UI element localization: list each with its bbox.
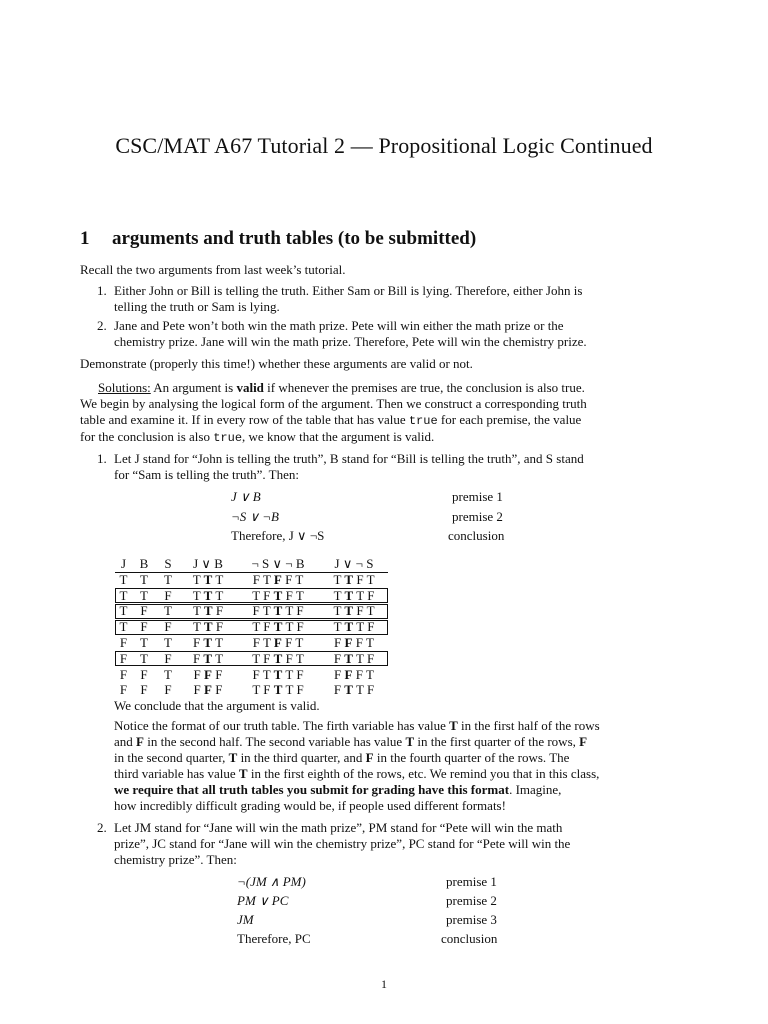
conclusion-label: conclusion xyxy=(441,931,498,946)
table-cell: T xyxy=(119,619,128,635)
notice-line: how incredibly difficult grading would be, if people used different formats! xyxy=(114,798,506,813)
conclusion-sentence: We conclude that the argument is valid. xyxy=(114,698,320,713)
truth-value: T xyxy=(273,619,283,635)
document-title: CSC/MAT A67 Tutorial 2 — Propositional Logic Continued xyxy=(115,133,653,158)
table-cell xyxy=(320,635,388,651)
truth-value: T xyxy=(344,650,353,666)
premise-label: premise 3 xyxy=(446,912,497,927)
table-cell: T xyxy=(164,634,172,650)
row-box xyxy=(115,604,388,619)
table-header-cell: J xyxy=(120,556,127,571)
table-cell: T xyxy=(140,650,148,666)
item-1-line2: for “Sam is telling the truth”. Then: xyxy=(114,467,299,482)
truth-value: F xyxy=(273,571,282,587)
table-cell xyxy=(180,667,236,683)
item-1-number: 1. xyxy=(97,451,107,466)
truth-value: T xyxy=(215,587,224,603)
truth-value: F xyxy=(204,666,212,682)
conclusion-formula: Therefore, J ∨ ¬S xyxy=(231,528,325,543)
table-cell: T xyxy=(119,571,128,587)
row-box xyxy=(115,588,388,603)
truth-value: F xyxy=(367,587,375,603)
table-cell: F xyxy=(164,682,172,698)
table-cell: T xyxy=(164,666,172,682)
truth-value: F xyxy=(334,666,342,682)
truth-value: T xyxy=(273,666,283,682)
item-2-line3: chemistry prize”. Then: xyxy=(114,852,237,867)
argument-2-line2: chemistry prize. Jane will win the math prize. Therefore, Pete will win the chemistry prize. xyxy=(114,334,587,349)
premise-formula: PM ∨ PC xyxy=(237,893,289,908)
table-cell: F xyxy=(164,650,172,666)
premise-label: premise 1 xyxy=(446,874,497,889)
truth-value: T xyxy=(295,634,304,650)
truth-value: T xyxy=(356,587,364,603)
truth-value: T xyxy=(333,603,342,619)
truth-value: F xyxy=(193,666,201,682)
truth-value: F xyxy=(263,650,271,666)
truth-value: T xyxy=(333,587,342,603)
truth-value: T xyxy=(252,619,261,635)
table-cell xyxy=(320,682,388,698)
truth-value: F xyxy=(334,634,342,650)
truth-value: T xyxy=(273,682,283,698)
truth-value: T xyxy=(344,682,353,698)
truth-value: T xyxy=(262,666,271,682)
truth-value: T xyxy=(228,750,238,765)
solutions-line4 xyxy=(80,429,625,446)
truth-value: T xyxy=(203,571,213,587)
table-cell xyxy=(236,682,320,698)
truth-value: T xyxy=(203,603,213,619)
truth-value: F xyxy=(285,587,293,603)
truth-value: T xyxy=(344,619,354,635)
intro-paragraph: Recall the two arguments from last week’s tutorial. xyxy=(80,262,346,277)
solutions-text: table and examine it. If in every row of the table that has value xyxy=(80,412,409,427)
true-keyword: true xyxy=(213,431,243,445)
argument-2-line1: Jane and Pete won’t both win the math prize. Pete will win either the math prize or the xyxy=(114,318,564,333)
truth-value: T xyxy=(285,603,294,619)
truth-value: F xyxy=(192,650,201,666)
solutions-text: An argument is xyxy=(150,380,237,395)
truth-value: T xyxy=(252,650,260,666)
table-cell: F xyxy=(119,634,128,650)
premise-formula: J ∨ B xyxy=(231,489,261,504)
truth-value: T xyxy=(262,603,271,619)
truth-value: F xyxy=(355,634,363,650)
argument-1-line1: Either John or Bill is telling the truth. Either Sam or Bill is lying. Therefore, either John is xyxy=(114,283,583,298)
truth-value: F xyxy=(252,571,260,587)
truth-value: F xyxy=(356,571,364,587)
table-cell xyxy=(180,572,236,588)
truth-value: F xyxy=(366,682,375,698)
truth-value: F xyxy=(285,634,293,650)
section-number: 1 xyxy=(80,228,90,249)
truth-value: T xyxy=(203,619,213,635)
table-cell: F xyxy=(164,619,172,635)
truth-value: T xyxy=(252,682,261,698)
truth-value: F xyxy=(365,750,374,765)
truth-value: F xyxy=(215,666,223,682)
table-header-cell: S xyxy=(164,556,172,571)
table-cell: F xyxy=(140,603,148,619)
truth-value: T xyxy=(366,571,375,587)
conclusion-formula: Therefore, PC xyxy=(237,931,311,946)
table-cell: F xyxy=(119,666,128,682)
table-cell: F xyxy=(164,587,172,603)
truth-value: T xyxy=(273,603,283,619)
truth-value: T xyxy=(449,718,458,733)
truth-value: T xyxy=(192,619,201,635)
truth-value: F xyxy=(296,603,304,619)
truth-value: F xyxy=(366,650,375,666)
truth-value: F xyxy=(263,682,271,698)
truth-value: F xyxy=(263,587,271,603)
table-cell: T xyxy=(119,603,128,619)
truth-value: T xyxy=(295,650,304,666)
table-cell xyxy=(320,572,388,588)
premise-formula: ¬(JM ∧ PM) xyxy=(237,874,306,889)
truth-value: F xyxy=(333,682,342,698)
table-cell: F xyxy=(140,682,148,698)
premise-label: premise 2 xyxy=(452,509,503,524)
emphasis-text: we require that all truth tables you submit for grading have this format xyxy=(114,782,510,797)
solutions-line3 xyxy=(80,412,625,429)
truth-value: T xyxy=(273,650,283,666)
truth-value: F xyxy=(252,666,260,682)
row-box xyxy=(115,620,388,635)
argument-1-line2: telling the truth or Sam is lying. xyxy=(114,299,280,314)
truth-value: T xyxy=(192,587,201,603)
table-cell: T xyxy=(164,571,172,587)
table-cell xyxy=(236,635,320,651)
truth-value: F xyxy=(296,619,304,635)
table-header-rule xyxy=(115,572,388,573)
truth-value: F xyxy=(367,619,375,635)
truth-value: F xyxy=(273,634,282,650)
table-cell: T xyxy=(119,587,128,603)
truth-value: T xyxy=(215,650,224,666)
truth-value: T xyxy=(344,587,354,603)
table-cell: F xyxy=(119,682,128,698)
valid-term: valid xyxy=(236,380,264,395)
truth-value: T xyxy=(344,603,354,619)
truth-value: T xyxy=(203,650,213,666)
table-cell: F xyxy=(140,666,148,682)
truth-value: F xyxy=(285,571,293,587)
notice-line: in the second quarter, T in the third quarter, and F in the fourth quarter of the rows. The xyxy=(114,750,570,765)
notice-line: and F in the second half. The second variable has value T in the first quarter of the rows, F xyxy=(114,734,588,749)
true-keyword: true xyxy=(408,414,438,428)
table-header-cell: ¬ S ∨ ¬ B xyxy=(251,556,305,571)
truth-value: T xyxy=(273,587,283,603)
item-2-line2: prize”, JC stand for “Jane will win the chemistry prize”, PC stand for “Pete will win the xyxy=(114,836,571,851)
truth-value: T xyxy=(366,603,375,619)
truth-value: T xyxy=(285,619,294,635)
premise-label: premise 1 xyxy=(452,489,503,504)
premise-formula: ¬S ∨ ¬B xyxy=(231,509,280,524)
truth-value: F xyxy=(333,650,342,666)
section-title: arguments and truth tables (to be submitted) xyxy=(112,228,477,249)
solutions-label: Solutions: xyxy=(98,380,151,395)
truth-value: F xyxy=(344,634,353,650)
truth-value: T xyxy=(356,619,364,635)
solutions-line2: We begin by analysing the logical form of the argument. Then we construct a corresponding truth xyxy=(80,396,587,411)
table-cell: T xyxy=(140,571,148,587)
truth-value: F xyxy=(579,734,588,749)
truth-value: T xyxy=(262,634,271,650)
item-1 xyxy=(97,451,626,483)
truth-value: T xyxy=(192,571,201,587)
truth-value: T xyxy=(344,571,354,587)
truth-value: T xyxy=(355,682,364,698)
truth-value: T xyxy=(295,587,304,603)
section-heading xyxy=(80,228,476,250)
truth-value: F xyxy=(252,603,260,619)
truth-value: T xyxy=(333,571,342,587)
table-cell xyxy=(180,635,236,651)
truth-value: T xyxy=(203,634,213,650)
table-cell: T xyxy=(140,634,148,650)
table-header-cell: J ∨ B xyxy=(193,556,223,571)
table-cell xyxy=(320,667,388,683)
truth-value: T xyxy=(262,571,271,587)
table-row xyxy=(115,572,388,588)
truth-value: T xyxy=(355,650,364,666)
truth-value: T xyxy=(285,666,294,682)
table-header-cell: J ∨ ¬ S xyxy=(334,556,374,571)
truth-value: T xyxy=(285,682,294,698)
table-cell xyxy=(236,572,320,588)
argument-2 xyxy=(97,318,634,350)
truth-value: F xyxy=(136,734,144,749)
truth-value: T xyxy=(365,634,374,650)
notice-line: we require that all truth tables you submit for grading have this format. Imagine, xyxy=(114,782,562,797)
truth-value: F xyxy=(296,682,304,698)
truth-value: F xyxy=(285,650,293,666)
table-cell xyxy=(236,667,320,683)
truth-value: T xyxy=(238,766,248,781)
truth-value: T xyxy=(252,587,260,603)
argument-2-number: 2. xyxy=(97,318,107,333)
truth-value: F xyxy=(252,634,260,650)
item-2 xyxy=(97,820,626,868)
premise-formula: JM xyxy=(237,912,254,927)
row-box xyxy=(115,651,388,666)
solutions-text: for each premise, the value xyxy=(437,412,582,427)
truth-value: T xyxy=(365,666,374,682)
table-cell xyxy=(180,682,236,698)
truth-value: F xyxy=(355,666,363,682)
truth-value: T xyxy=(192,603,201,619)
conclusion-label: conclusion xyxy=(448,528,505,543)
truth-value: F xyxy=(296,666,304,682)
notice-line: Notice the format of our truth table. The firth variable has value T in the first half of the rows xyxy=(114,718,600,733)
truth-value: F xyxy=(344,666,353,682)
truth-value: T xyxy=(295,571,304,587)
truth-value: F xyxy=(204,682,212,698)
truth-value: F xyxy=(215,603,224,619)
truth-value: F xyxy=(215,619,224,635)
truth-value: T xyxy=(203,587,213,603)
notice-paragraph xyxy=(114,718,626,814)
truth-value: T xyxy=(333,619,342,635)
solutions-text: , we know that the argument is valid. xyxy=(242,429,435,444)
table-cell: T xyxy=(140,587,148,603)
truth-value: F xyxy=(192,634,201,650)
solutions-paragraph xyxy=(80,380,625,446)
table-cell: T xyxy=(164,603,172,619)
table-cell: F xyxy=(119,650,128,666)
table-row xyxy=(115,667,388,683)
truth-value: F xyxy=(193,682,201,698)
notice-line: third variable has value T in the first eighth of the rows, etc. We remind you that in this class, xyxy=(114,766,600,781)
truth-value: T xyxy=(405,734,415,749)
item-1-line1: Let J stand for “John is telling the truth”, B stand for “Bill is telling the truth”, and S stand xyxy=(114,451,584,466)
truth-value: F xyxy=(215,682,223,698)
demonstrate-paragraph: Demonstrate (properly this time!) whether these arguments are valid or not. xyxy=(80,356,473,371)
truth-value: F xyxy=(356,603,364,619)
solutions-text: if whenever the premises are true, the conclusion is also true. xyxy=(263,380,585,395)
argument-1-number: 1. xyxy=(97,283,107,298)
item-2-number: 2. xyxy=(97,820,107,835)
truth-value: T xyxy=(215,571,224,587)
table-header-cell: B xyxy=(139,556,149,571)
item-2-line1: Let JM stand for “Jane will win the math prize”, PM stand for “Pete will win the math xyxy=(114,820,563,835)
truth-value: T xyxy=(215,634,224,650)
premise-label: premise 2 xyxy=(446,893,497,908)
truth-value: F xyxy=(263,619,271,635)
page-number: 1 xyxy=(381,977,387,991)
table-row xyxy=(115,635,388,651)
table-row xyxy=(115,682,388,698)
table-cell: F xyxy=(140,619,148,635)
solutions-text: for the conclusion is also xyxy=(80,429,214,444)
argument-1 xyxy=(97,283,634,315)
